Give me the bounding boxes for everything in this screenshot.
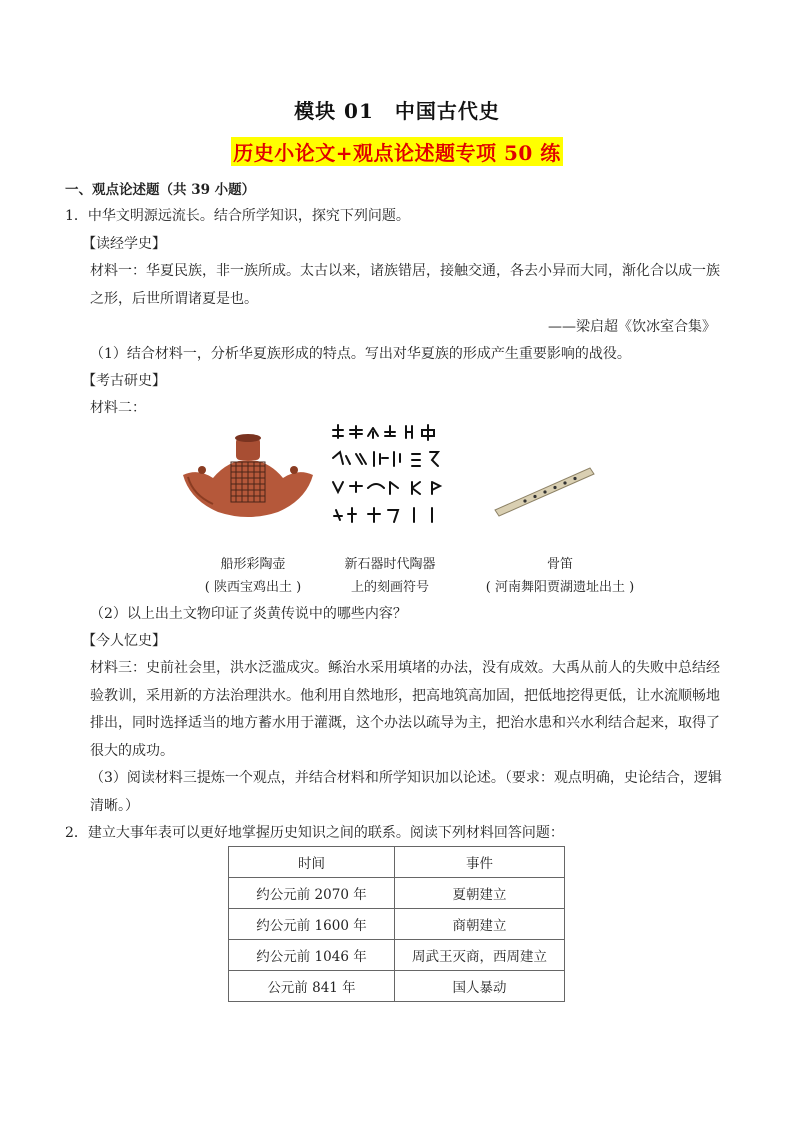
material-3-line-3: 排出，同时选择适当的地方蓄水用于灌溉，这个办法以疏导为主，把治水患和兴水利结合起来，取得了 (90, 715, 720, 731)
sub-question-3-line-1: （3）阅读材料三提炼一个观点，并结合材料和所学知识加以论述。（要求：观点明确，史论结合，逻辑 (90, 770, 722, 786)
table-header-event: 事件 (395, 847, 565, 878)
material-1-source: ——梁启超《饮冰室合集》 (548, 319, 716, 335)
table-header-row (229, 847, 565, 878)
section-heading: 一、观点论述题（共 39 小题） (65, 182, 256, 198)
sub-question-2: （2）以上出土文物印证了炎黄传说中的哪些内容？ (90, 606, 407, 622)
sub-question-3-line-2: 清晰。） (90, 798, 139, 814)
table-cell-event: 商朝建立 (395, 909, 565, 940)
artifact-caption-flute (460, 553, 660, 595)
artifact-name: 新石器时代陶器 (344, 557, 436, 572)
question-2-text: 建立大事年表可以更好地掌握历史知识之间的联系。阅读下列材料回答问题： (87, 825, 564, 841)
material-1-line-2: 之形，后世所谓诸夏是也。 (90, 291, 258, 307)
table-cell-event: 国人暴动 (395, 971, 565, 1002)
artifact-caption-symbols (300, 553, 480, 595)
table-cell-time: 约公元前 2070 年 (229, 878, 395, 909)
part-label-reading: 【读经学史】 (82, 236, 166, 252)
part-label-modern: 【今人忆史】 (82, 633, 166, 649)
table-row (229, 909, 565, 940)
table-cell-time: 约公元前 1600 年 (229, 909, 395, 940)
bone-flute-image (490, 460, 600, 520)
artifact-note: 上的刻画符号 (350, 580, 429, 595)
material-3-line-1: 材料三：史前社会里，洪水泛滥成灾。鲧治水采用填堵的办法，没有成效。大禹从前人的失败中总结经 (90, 660, 720, 676)
page-subtitle: 历史小论文+观点论述题专项 50 练 (231, 137, 563, 166)
question-1-stem (65, 205, 410, 225)
question-2-number: 2． (65, 825, 88, 841)
table-row (229, 971, 565, 1002)
question-2-stem (65, 822, 564, 842)
material-1-line-1: 材料一：华夏民族，非一族所成。太古以来，诸族错居，接触交通，各去小异而大同，渐化合以成一族 (90, 263, 720, 279)
table-header-time: 时间 (229, 847, 395, 878)
artifact-note: ( 陕西宝鸡出土 ) (204, 580, 302, 595)
table-cell-event: 周武王灭商，西周建立 (395, 940, 565, 971)
question-1-text: 中华文明源远流长。结合所学知识，探究下列问题。 (87, 208, 410, 224)
neolithic-pottery-symbols-image (328, 420, 453, 530)
sub-question-1: （1）结合材料一，分析华夏族形成的特点。写出对华夏族的形成产生重要影响的战役。 (90, 346, 631, 362)
boat-shaped-pottery-jar-image (178, 430, 318, 530)
page-title: 模块 01 中国古代史 (294, 99, 500, 123)
artifact-name: 骨笛 (546, 557, 573, 572)
subtitle-container (0, 137, 794, 166)
table-row (229, 940, 565, 971)
material-2-label: 材料二： (90, 400, 146, 416)
events-timeline-table (228, 846, 565, 1002)
table-cell-event: 夏朝建立 (395, 878, 565, 909)
question-1-number: 1． (65, 208, 88, 224)
artifact-name: 船形彩陶壶 (220, 557, 286, 572)
material-3-line-4: 很大的成功。 (90, 743, 174, 759)
table-row (229, 878, 565, 909)
material-3-line-2: 验教训，采用新的方法治理洪水。他利用自然地形，把高地筑高加固，把低地挖得更低，让水流顺畅地 (90, 688, 720, 704)
table-cell-time: 约公元前 1046 年 (229, 940, 395, 971)
table-cell-time: 公元前 841 年 (229, 971, 395, 1002)
part-label-archaeology: 【考古研史】 (82, 373, 166, 389)
artifact-note: ( 河南舞阳贾湖遗址出土 ) (485, 580, 635, 595)
